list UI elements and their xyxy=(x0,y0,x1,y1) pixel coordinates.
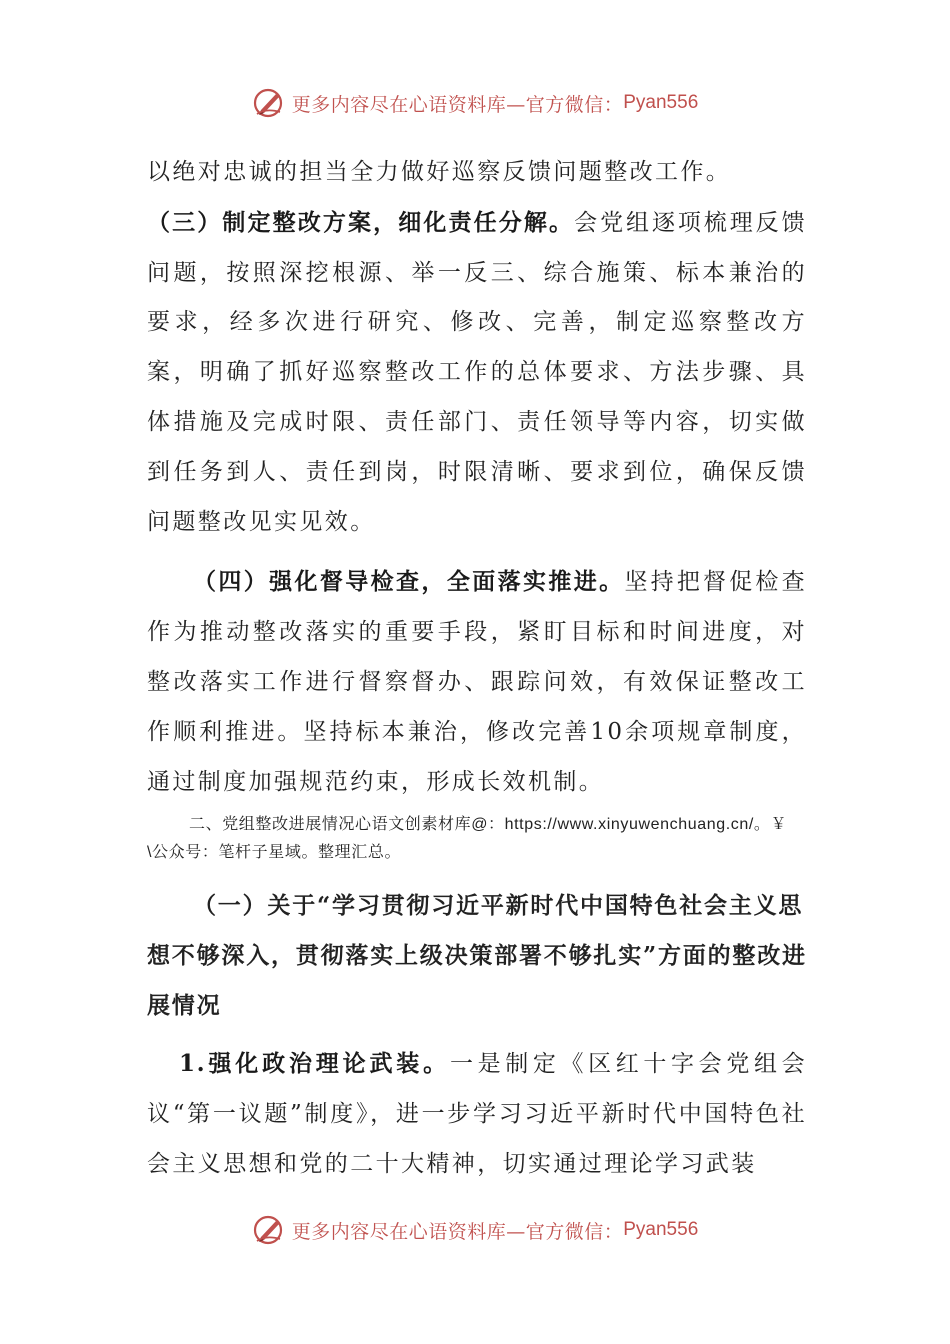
banner-text: 更多内容尽在心语资料库—官方微信： xyxy=(291,1220,624,1243)
paragraph-4-text: 一是制定《区红十字会党组会议“第一议题”制度》，进一步学习习近平新时代中国特色社会主义思想和党的二十大精神，切实通过理论学习武装 xyxy=(147,1051,807,1177)
paragraph-3 xyxy=(147,557,807,807)
paragraph-2-heading: （三）制定整改方案，细化责任分解。 xyxy=(147,208,575,236)
banner-wechat-id: Pyan556 xyxy=(623,1219,699,1240)
paragraph-4-heading: 1.强化政治理论武装。 xyxy=(179,1050,450,1078)
paragraph-3-text: 坚持把督促检查作为推动整改落实的重要手段，紧盯目标和时间进度，对整改落实工作进行督察督办、跟踪问效，有效保证整改工作顺利推进。坚持标本兼治，修改完善10余项规章制度，通过制度加强规范约束，形成长效机制。 xyxy=(147,569,807,795)
header-banner xyxy=(0,83,950,123)
paragraph-2-text: 会党组逐项梳理反馈问题，按照深挖根源、举一反三、综合施策、标本兼治的要求，经多次进行研究、修改、完善，制定巡察整改方案，明确了抓好巡察整改工作的总体要求、方法步骤、具体措施及完成时限、责任部门、责任领导等内容，切实做到任务到人、责任到岗，时限清晰、要求到位，确保反馈问题整改见实见效。 xyxy=(147,209,807,535)
paragraph-1: 以绝对忠诚的担当全力做好巡察反馈问题整改工作。 xyxy=(147,159,732,185)
pen-logo-icon xyxy=(252,86,286,120)
paragraph-4 xyxy=(147,1039,807,1189)
heading-1: （一）关于“学习贯彻习近平新时代中国特色社会主义思想不够深入，贯彻落实上级决策部署不够扎实”方面的整改进展情况 xyxy=(147,892,807,1020)
banner-wechat-id: Pyan556 xyxy=(623,92,699,113)
footer-banner xyxy=(0,1210,950,1250)
paragraph-2 xyxy=(147,198,807,548)
section-2-line xyxy=(147,811,807,867)
paragraph-3-heading: （四）强化督导检查，全面落实推进。 xyxy=(193,568,625,596)
section-2-text: 二、党组整改进展情况心语文创素材库@：https://www.xinyuwenchuang.cn/。￥\公众号：笔杆子星域。整理汇总。 xyxy=(147,816,788,862)
banner-text: 更多内容尽在心语资料库—官方微信： xyxy=(291,93,624,116)
pen-logo-icon xyxy=(252,1213,286,1247)
document-body xyxy=(147,148,807,1190)
